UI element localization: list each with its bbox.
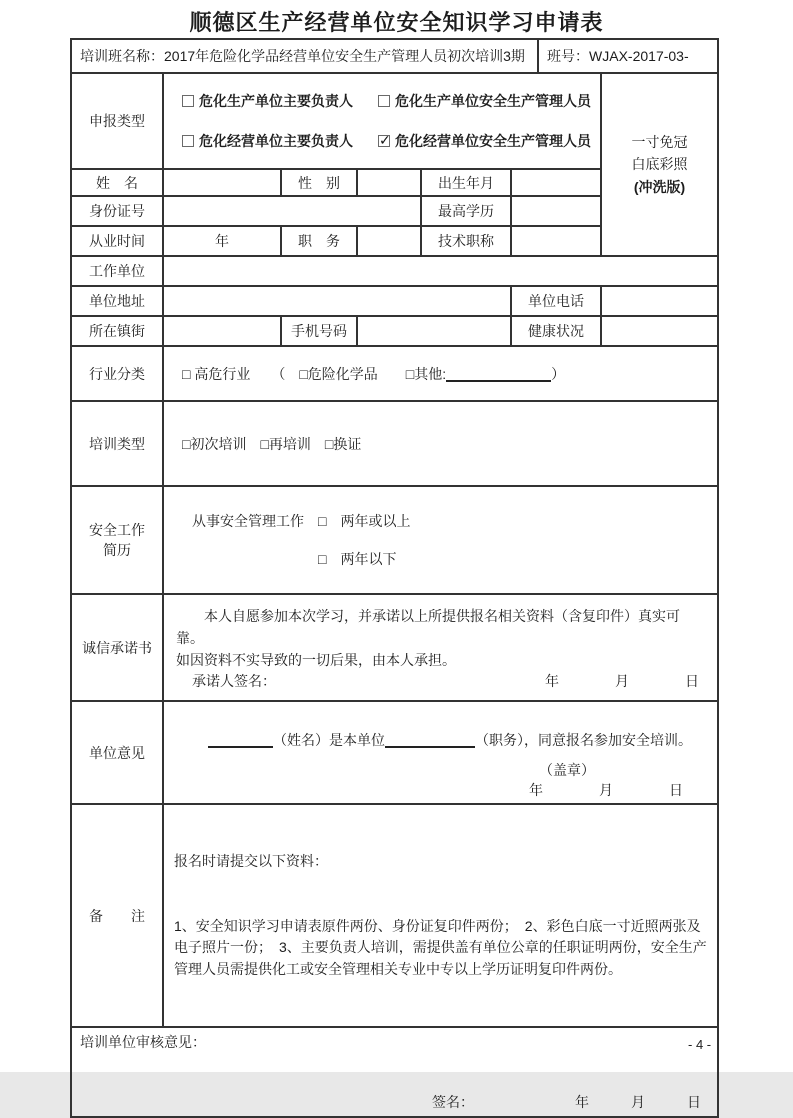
training-type-options-cell: [163, 401, 718, 486]
class-number-label: 班号：: [547, 48, 590, 64]
mobile-label-cell: 手机号码: [281, 316, 357, 346]
apply-type-label-cell: 申报类型: [71, 73, 163, 169]
checkbox-dealer-principal[interactable]: [182, 135, 194, 147]
education-label-cell: 最高学历: [421, 196, 511, 226]
address-input-cell[interactable]: [163, 286, 511, 316]
gender-label-cell: 性 别: [281, 169, 357, 196]
integrity-label-cell: 诚信承诺书: [71, 594, 163, 701]
review-sign-label[interactable]: 签名：: [432, 1094, 474, 1110]
apply-option-4-label: 危化经营单位安全生产管理人员: [395, 133, 591, 149]
tech-title-label-cell: 技术职称: [421, 226, 511, 256]
unit-opinion-text-mid: （姓名）是本单位: [273, 732, 385, 748]
training-class-name-label: 培训班名称：: [80, 48, 164, 64]
health-input-cell[interactable]: [601, 316, 718, 346]
work-years-unit-cell[interactable]: 年: [163, 226, 281, 256]
remarks-body-text: 1、安全知识学习申请表原件两份、身份证复印件两份； 2、彩色白底一寸近照两张及电子照片一份； 3、主要负责人培训，需提供盖有单位公章的任职证明两份，安全生产管理人员需提供化工或安全管理相关专业中专以上学历证明复印件两份。: [174, 917, 707, 977]
address-label-cell: 单位地址: [71, 286, 163, 316]
mobile-input-cell[interactable]: [357, 316, 511, 346]
unit-opinion-label-cell: 单位意见: [71, 701, 163, 804]
integrity-date[interactable]: 年 月 日: [545, 673, 700, 689]
checkbox-dealer-safety-manager[interactable]: [378, 135, 390, 147]
birth-input-cell[interactable]: [511, 169, 601, 196]
health-label-cell: 健康状况: [511, 316, 601, 346]
education-input-cell[interactable]: [511, 196, 601, 226]
class-number-value: WJAX-2017-03-: [589, 48, 689, 64]
class-number-cell: [538, 39, 718, 73]
duty-label-cell: 职 务: [281, 226, 357, 256]
remarks-content-cell: [163, 804, 718, 1027]
industry-label-cell: 行业分类: [71, 346, 163, 401]
application-form-table: [70, 38, 719, 1118]
safety-resume-content-cell: [163, 486, 718, 594]
safety-resume-label-line1: 安全工作: [89, 522, 145, 538]
apply-option-2: [378, 91, 596, 111]
tel-label-cell: 单位电话: [511, 286, 601, 316]
checkbox-producer-principal[interactable]: [182, 95, 194, 107]
apply-option-3-label: 危化经营单位主要负责人: [199, 133, 353, 149]
training-class-name-cell: [71, 39, 538, 73]
training-type-options-text[interactable]: □初次培训 □再培训 □换证: [182, 435, 362, 452]
integrity-body-line1: 本人自愿参加本次学习，并承诺以上所提供报名相关资料（含复印件）真实可靠。: [176, 608, 680, 646]
apply-option-3: [182, 131, 378, 151]
review-cell: [71, 1027, 718, 1117]
tel-input-cell[interactable]: [601, 286, 718, 316]
remarks-label-cell: 备 注: [71, 804, 163, 1027]
photo-text-line2: 白底彩照: [631, 156, 688, 173]
unit-opinion-seal-label: （盖章）: [539, 762, 596, 778]
photo-text-line1: 一寸免冠: [631, 133, 688, 150]
apply-option-2-label: 危化生产单位安全生产管理人员: [395, 93, 591, 109]
birth-label-cell: 出生年月: [421, 169, 511, 196]
tech-title-input-cell[interactable]: [511, 226, 601, 256]
training-class-name-value: 2017年危险化学品经营单位安全生产管理人员初次培训3期: [164, 48, 525, 64]
duty-input-cell[interactable]: [357, 226, 421, 256]
unit-opinion-duty-blank-line[interactable]: [385, 733, 475, 748]
photo-cell: [601, 73, 718, 256]
form-title: 顺德区生产经营单位安全知识学习申请表: [189, 10, 604, 35]
town-label-cell: 所在镇街: [71, 316, 163, 346]
safety-resume-label-line2: 简历: [103, 542, 131, 558]
promiser-sign-label[interactable]: 承诺人签名：: [192, 673, 276, 689]
safety-resume-option-1[interactable]: 从事安全管理工作 □ 两年或以上: [192, 513, 411, 529]
checkbox-producer-safety-manager[interactable]: [378, 95, 390, 107]
id-number-input-cell[interactable]: [163, 196, 421, 226]
work-years-label-cell: 从业时间: [71, 226, 163, 256]
industry-options-cell: [163, 346, 718, 401]
apply-option-1-label: 危化生产单位主要负责人: [199, 93, 353, 109]
unit-opinion-name-blank-line[interactable]: [208, 733, 273, 748]
id-number-label-cell: 身份证号: [71, 196, 163, 226]
employer-label-cell: 工作单位: [71, 256, 163, 286]
industry-options-text[interactable]: □ 高危行业 （ □危险化学品 □其他:: [182, 365, 447, 382]
safety-resume-label-cell: [71, 486, 163, 594]
apply-option-1: [182, 91, 378, 111]
name-input-cell[interactable]: [163, 169, 281, 196]
town-input-cell[interactable]: [163, 316, 281, 346]
remarks-intro-line: 报名时请提交以下资料：: [174, 853, 328, 869]
review-title: 培训单位审核意见：: [80, 1034, 206, 1050]
gender-input-cell[interactable]: [357, 169, 421, 196]
photo-text-line3: (冲洗版): [633, 178, 686, 195]
review-date[interactable]: 年 月 日: [575, 1094, 702, 1110]
training-type-label-cell: 培训类型: [71, 401, 163, 486]
safety-resume-option-2[interactable]: □ 两年以下: [318, 551, 397, 567]
integrity-content-cell: [163, 594, 718, 701]
unit-opinion-content-cell: [163, 701, 718, 804]
name-label-cell: 姓 名: [71, 169, 163, 196]
industry-other-blank-line[interactable]: [446, 367, 551, 382]
employer-input-cell[interactable]: [163, 256, 718, 286]
unit-opinion-text-end: （职务），同意报名参加安全培训。: [475, 732, 692, 748]
apply-type-options-cell: [163, 73, 601, 169]
page-number: - 4 -: [688, 1037, 712, 1052]
unit-opinion-date[interactable]: 年 月 日: [529, 782, 684, 798]
industry-paren-close: ）: [551, 365, 566, 382]
integrity-body-line2: 如因资料不实导致的一切后果，由本人承担。: [176, 652, 456, 668]
apply-option-4: [378, 131, 596, 151]
